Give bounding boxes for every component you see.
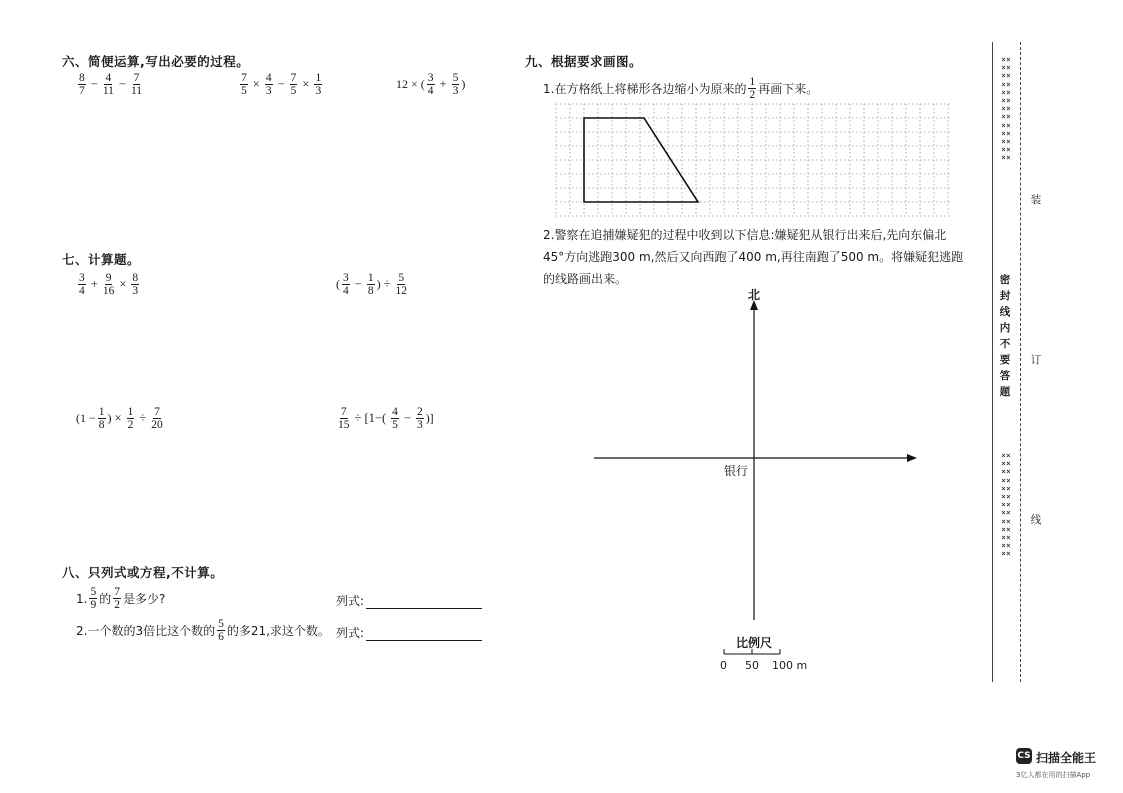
scanner-brand: 扫描全能王 [1036, 751, 1097, 765]
scanner-logo-icon: CS [1016, 748, 1032, 764]
sec7-expression-2: ( $\frac{3}{4}$ − $\frac{1}{8}$ ) ÷ $\frac{5}{12}$ [336, 272, 407, 297]
scanner-tagline: 3亿人都在用的扫描App [1016, 771, 1091, 779]
binding-line-inner [992, 42, 993, 682]
scale-tick-0: 0 [720, 659, 727, 672]
binding-xian: 线 [1030, 514, 1042, 526]
scale-tick-100: 100 m [772, 659, 808, 672]
section-7-heading: 七、计算题。 [62, 252, 141, 267]
sec8-question-1: 1. $\frac{5}{9}$ 的 $\frac{7}{2}$ 是多少? [76, 586, 166, 611]
east-arrow-icon [907, 454, 917, 462]
sec7-expression-3: (1 − $\frac{1}{8}$ ) × $\frac{1}{2}$ ÷ $\frac{7}{20}$ [76, 406, 163, 431]
scale-title: 比例尺 [736, 636, 773, 650]
sec6-expression-3: 12 × ( $\frac{3}{4}$ + $\frac{5}{3}$ ) [396, 72, 466, 97]
answer-line[interactable] [366, 596, 482, 609]
sec9-q2-line-2: 45°方向逃跑300 m,然后又向西跑了400 m,再往南跑了500 m。将嫌疑犯逃跑 [543, 250, 964, 264]
north-label: 北 [748, 288, 761, 302]
answer-line[interactable] [366, 628, 482, 641]
sec7-expression-4: $\frac{7}{15}$ ÷ [1−( $\frac{4}{5}$ − $\frac{2}{3}$ )] [338, 406, 434, 431]
sec8-q1-answer[interactable]: 列式: [336, 592, 482, 609]
sec6-expression-1: $\frac{8}{7}$ − $\frac{4}{11}$ − $\frac{7}{11}$ [79, 72, 143, 97]
sec8-question-2: 2.一个数的3倍比这个数的 $\frac{5}{6}$ 的多21,求这个数。 [76, 618, 330, 643]
binding-zhuang: 装 [1030, 194, 1042, 206]
scale-tick-50: 50 [745, 659, 759, 672]
x-marks-top: ×××××××××××××××××××××××××× [1001, 55, 1011, 163]
x-marks-bottom: ×××××××××××××××××××××××××× [1001, 451, 1011, 559]
direction-axes[interactable] [590, 296, 930, 626]
sec9-q2-line-1: 2.警察在追捕嫌疑犯的过程中收到以下信息:嫌疑犯从银行出来后,先向东偏北 [543, 228, 947, 242]
sec6-expression-2: $\frac{7}{5}$ × $\frac{4}{3}$ − $\frac{7}{5}$ × $\frac{1}{3}$ [241, 72, 322, 97]
origin-bank-label: 银行 [724, 464, 749, 478]
sec9-q2-line-3: 的线路画出来。 [543, 272, 628, 286]
grid-paper[interactable] [548, 102, 958, 220]
section-8-heading: 八、只列式或方程,不计算。 [62, 565, 224, 580]
sec8-q2-answer[interactable]: 列式: [336, 624, 482, 641]
sec7-expression-1: $\frac{3}{4}$ + $\frac{9}{16}$ × $\frac{8}{3}$ [79, 272, 139, 297]
section-6-heading: 六、简便运算,写出必要的过程。 [62, 54, 250, 69]
scale-bar [722, 648, 784, 658]
section-9-heading: 九、根据要求画图。 [525, 54, 643, 69]
binding-line-outer [1020, 42, 1021, 682]
binding-ding: 订 [1030, 354, 1042, 366]
sealed-notice: 密封线内不要答题 [999, 274, 1011, 398]
sec9-question-1: 1.在方格纸上将梯形各边缩小为原来的 $\frac{1}{2}$ 再画下来。 [543, 76, 819, 101]
